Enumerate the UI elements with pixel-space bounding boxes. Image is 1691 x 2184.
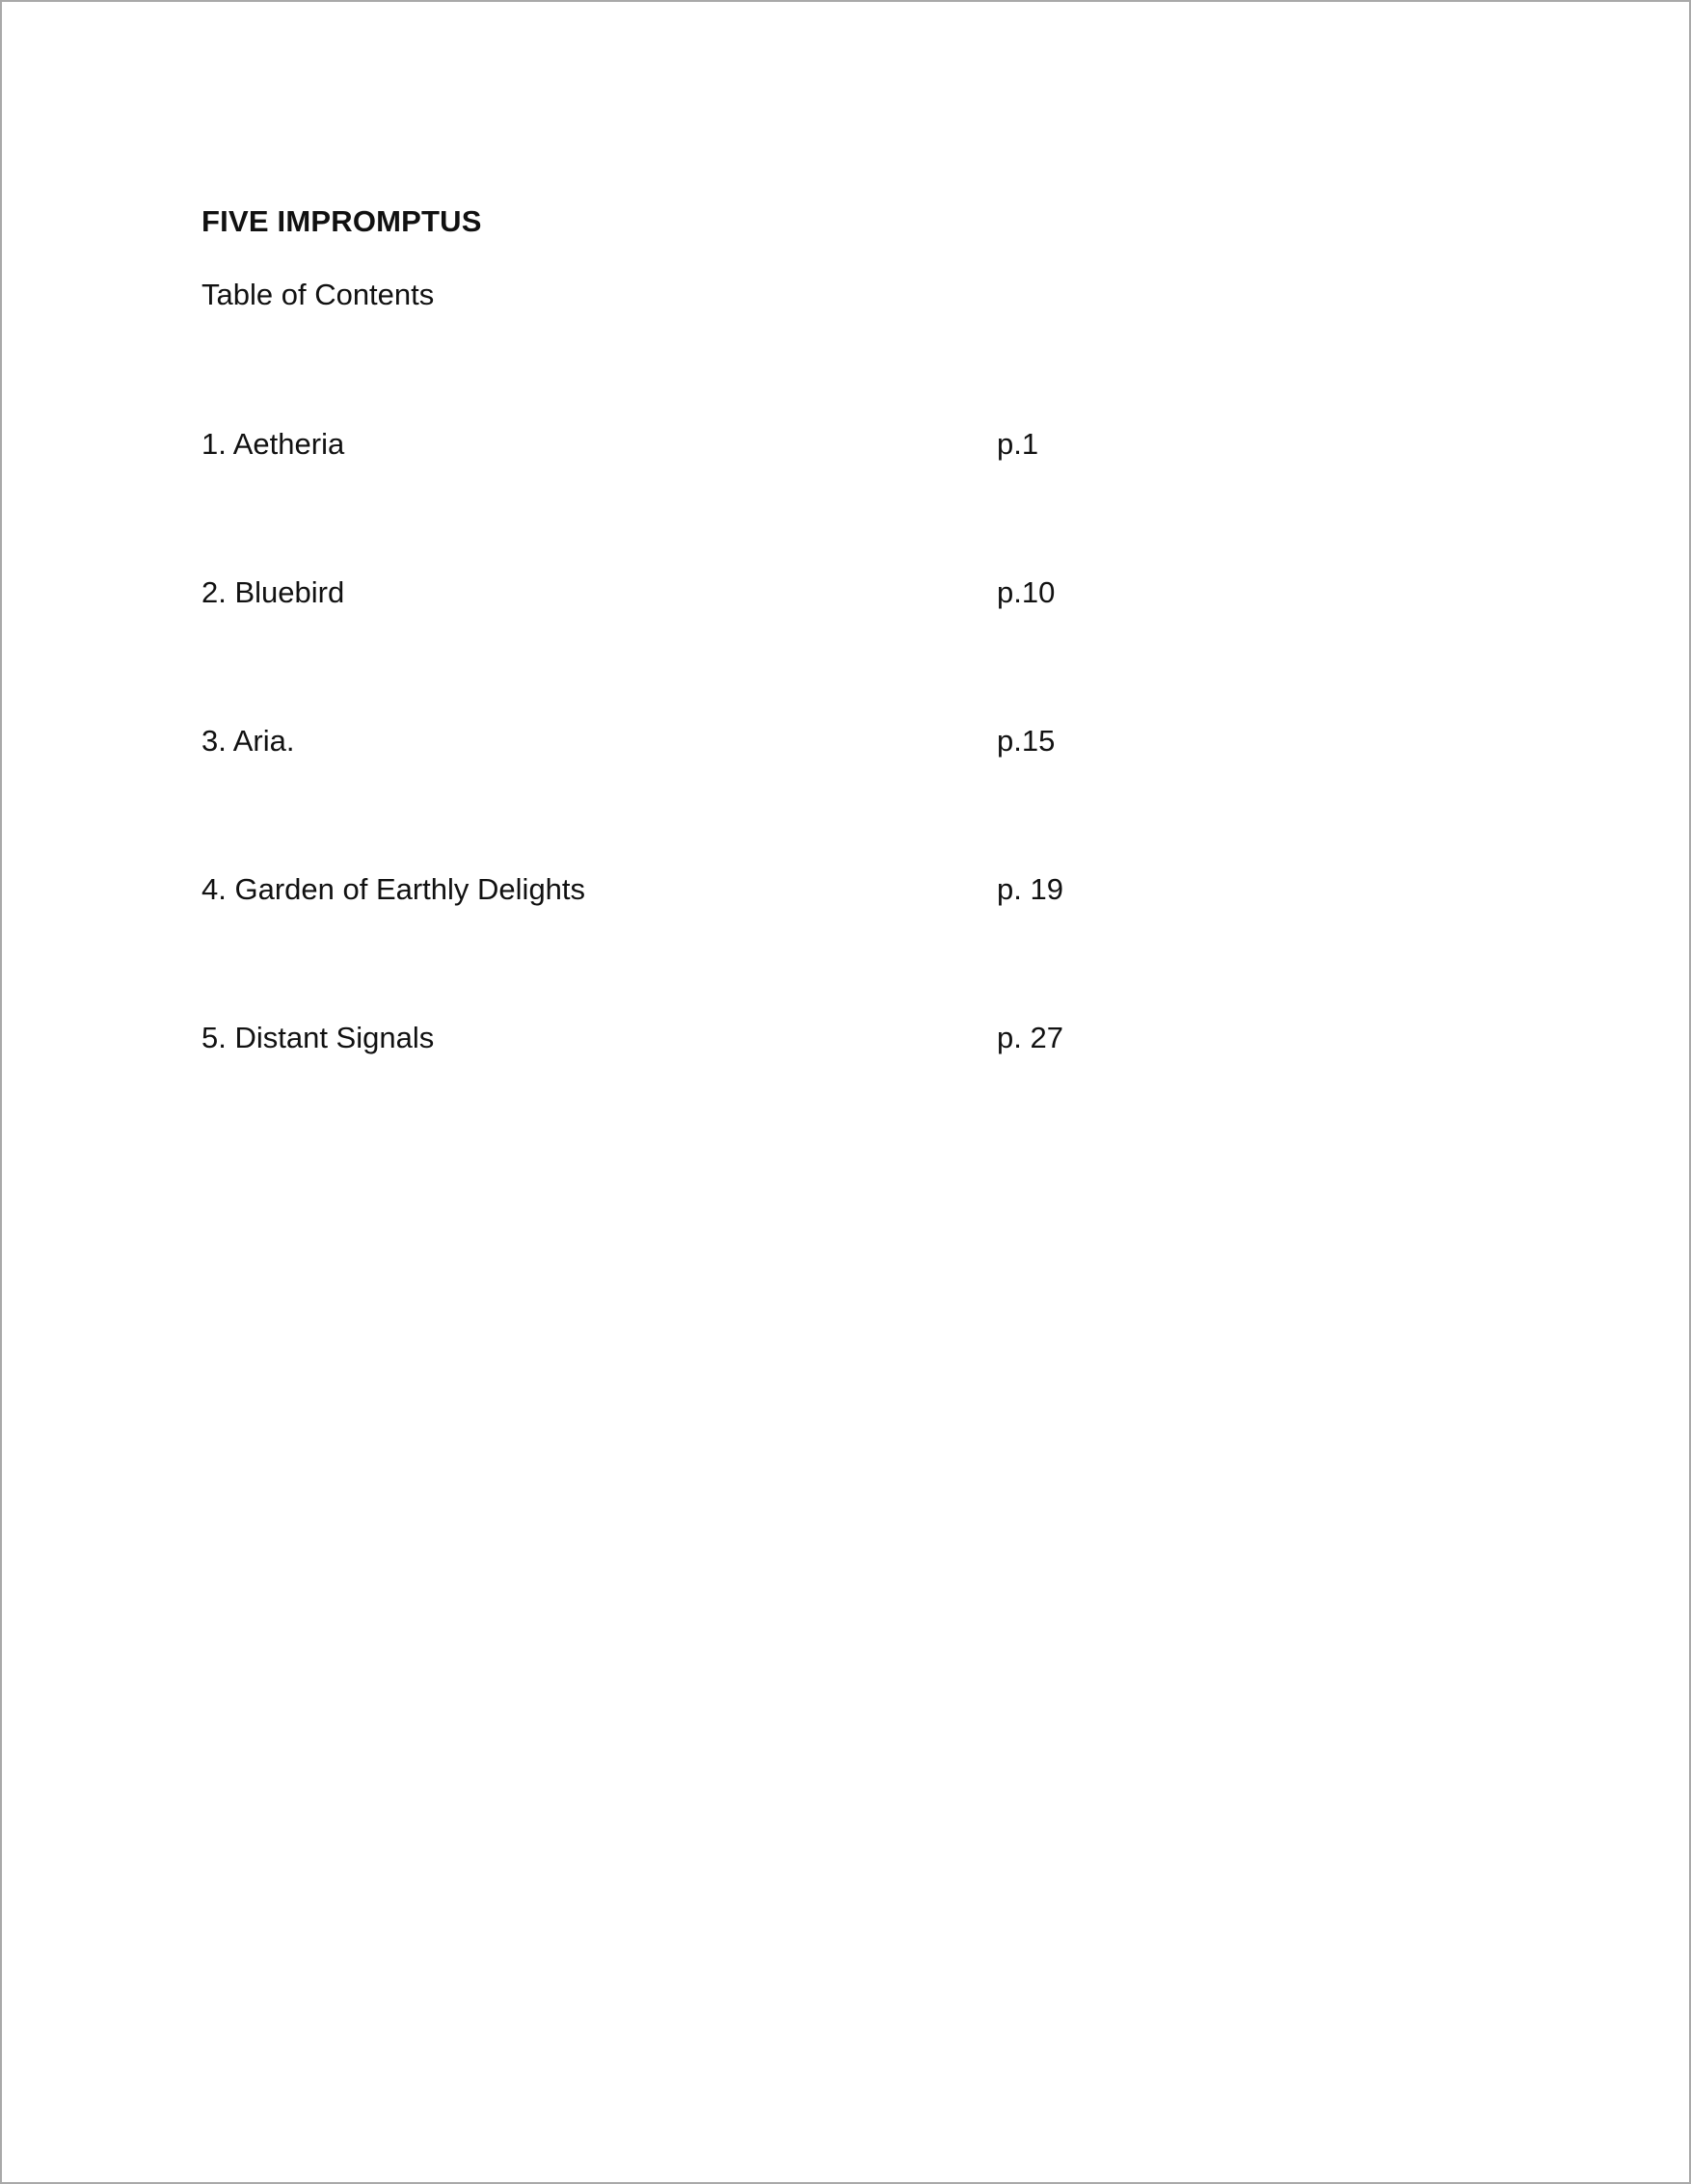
toc-entry [201, 1019, 1262, 1167]
toc-entry-page: p.10 [997, 575, 1056, 609]
toc-entry-page: p. 27 [997, 1021, 1063, 1054]
toc-entry [201, 573, 1262, 722]
toc-entry-title: 1. Aetheria [201, 427, 345, 461]
toc-entry-page: p.1 [997, 427, 1039, 461]
toc-entry [201, 722, 1262, 870]
toc-entry-title: 2. Bluebird [201, 575, 345, 609]
toc-entry-title: 3. Aria. [201, 724, 295, 758]
toc-entry [201, 425, 1262, 573]
toc-entry-title: 5. Distant Signals [201, 1021, 435, 1054]
toc-heading: Table of Contents [201, 278, 435, 311]
table-of-contents [201, 425, 1262, 1167]
toc-entry-page: p.15 [997, 724, 1056, 758]
document-title: FIVE IMPROMPTUS [201, 204, 482, 238]
toc-entry [201, 870, 1262, 1019]
toc-entry-title: 4. Garden of Earthly Delights [201, 872, 586, 906]
toc-entry-page: p. 19 [997, 872, 1063, 906]
